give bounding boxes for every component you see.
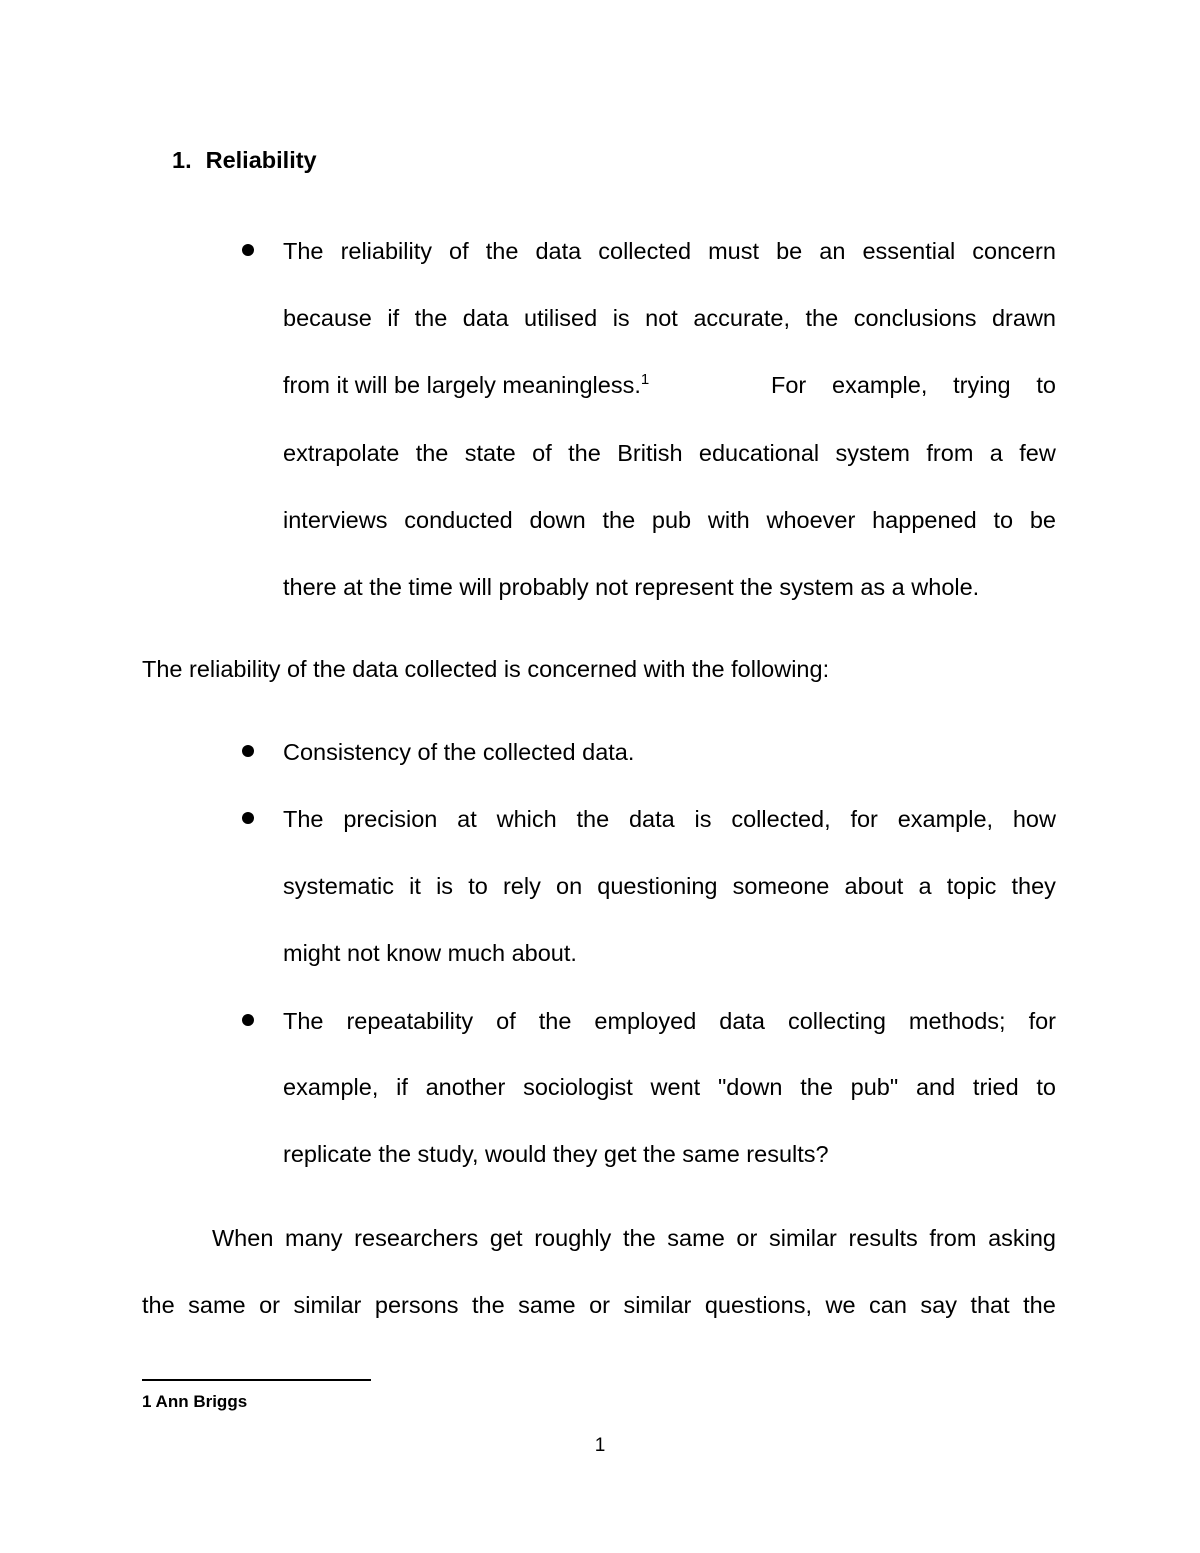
intro-line-1: The reliability of the data collected must be an essential concern (283, 238, 1056, 264)
section-number: 1. (172, 147, 192, 173)
section-heading (172, 145, 317, 175)
intro-line-3 (283, 370, 1056, 400)
concerns-intro: The reliability of the data collected is concerned with the following: (142, 656, 830, 682)
intro-line-3-right: For example, trying to (771, 372, 1056, 398)
page-number: 1 (594, 1435, 606, 1456)
footnote-separator (142, 1379, 371, 1381)
concern-3-line-2: example, if another sociologist went "down the pub" and tried to (283, 1074, 1056, 1100)
concern-3-line-3: replicate the study, would they get the same results? (283, 1141, 829, 1167)
intro-line-3-left: from it will be largely meaningless.1 (283, 371, 650, 398)
concern-3-line-1: The repeatability of the employed data collecting methods; for (283, 1008, 1056, 1034)
bullet-icon (242, 1014, 254, 1026)
bullet-icon (242, 812, 254, 824)
section-title: Reliability (205, 147, 317, 173)
concern-2-line-3: might not know much about. (283, 940, 577, 966)
closing-line-1: When many researchers get roughly the same or similar results from asking (212, 1225, 1056, 1251)
intro-line-5: interviews conducted down the pub with whoever happened to be (283, 507, 1056, 533)
intro-line-3-text: from it will be largely meaningless. (283, 372, 641, 398)
concern-2-line-2: systematic it is to rely on questioning someone about a topic they (283, 873, 1056, 899)
concern-1-line-1: Consistency of the collected data. (283, 739, 635, 765)
intro-line-2: because if the data utilised is not accurate, the conclusions drawn (283, 305, 1056, 331)
bullet-icon (242, 745, 254, 757)
intro-line-6: there at the time will probably not represent the system as a whole. (283, 574, 980, 600)
footnote: 1 Ann Briggs (142, 1392, 248, 1411)
closing-line-2: the same or similar persons the same or similar questions, we can say that the (142, 1292, 1056, 1318)
concern-2-line-1: The precision at which the data is collected, for example, how (283, 806, 1056, 832)
bullet-icon (242, 244, 254, 256)
intro-line-4: extrapolate the state of the British educational system from a few (283, 440, 1056, 466)
